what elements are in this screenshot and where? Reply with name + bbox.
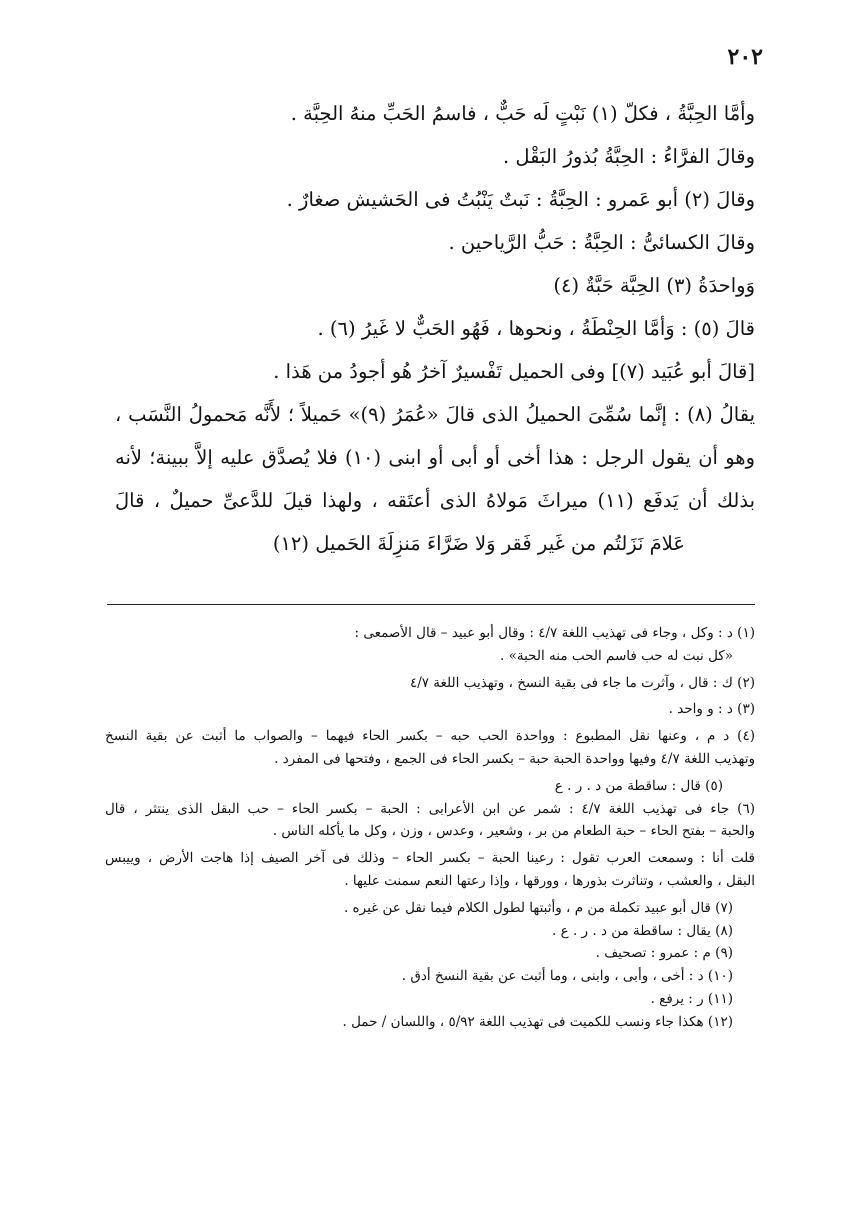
footnote-line: (٤) د م ، وعنها نقل المطبوع : وواحدة الحب حبه – بكسر الحاء فيهما – والصواب ما أثبت عن بقية النسخ [105, 728, 755, 745]
footnote-line: والحبة – بفتح الحاء – حبة الطعام من بر ، وشعير ، وعدس ، وزن ، وكل ما يأكله الناس . [272, 823, 755, 840]
footnote-line: (١١) ر : يرفع . [650, 990, 733, 1007]
page-number: ٢٠٢ [727, 44, 763, 70]
main-line: وقالَ الكسائىُّ : الحِبَّةُ : حَبُّ الرَّياحين . [448, 231, 755, 254]
main-line: [قالَ أبو عُبَيد (٧)] وفى الحميل تَفْسيرٌ آخرُ هُو أجودُ من هَذا . [273, 360, 755, 383]
main-text [115, 92, 755, 565]
main-line: وهو أن يقول الرجل : هذا أخى أو أبى أو ابنى (١٠) فلا يُصدَّق عليه إلاَّ ببينة؛ لأنه [115, 446, 755, 469]
footnote-divider [107, 604, 755, 605]
footnote-line: (٧) قال أبو عبيد تكملة من م ، وأثبتها لطول الكلام فيما نقل عن غيره . [343, 899, 733, 916]
main-line: قالَ (٥) : وَأمَّا الحِنْطَةُ ، ونحوها ، فَهُو الحَبٌّ لا غَيرُ (٦) . [317, 317, 755, 340]
main-line: بذلك أن يَدفَع (١١) ميراثَ مَولاهُ الذى أعتَقه ، ولهذا قيلَ للدَّعىِّ حميلٌ ، قالَ [115, 489, 755, 512]
footnote-line: (٦) جاء فى تهذيب اللغة ٤/٧ : شمر عن ابن الأعرابى : الحبة – بكسر الحاء – حب البقل الذى ينتثر ، قال [105, 800, 755, 817]
main-line: وقالَ (٢) أبو عَمرو : الحِبَّةُ : نَبتٌ يَنْبُتُ فى الحَشيش صغارٌ . [286, 188, 755, 211]
footnote-line: (٢) ك : قال ، وآثرت ما جاء فى بقية النسخ ، وتهذيب اللغة ٤/٧ [409, 674, 755, 691]
main-line: وأمَّا الحِبَّةُ ، فكلّ (١) نَبْتٍ لَه حَبٌّ ، فاسمُ الحَبِّ منهُ الحِبَّة . [290, 102, 755, 125]
poem-verse: عَلامَ نَزَلتُم من غَير فَقر وَلا ضَرَّاءَ مَنزِلَةَ الحَميل (١٢) [272, 532, 685, 555]
footnote-line: (١) د : وكل ، وجاء فى تهذيب اللغة ٤/٧ : وقال أبو عبيد – قال الأصمعى : [354, 625, 755, 641]
footnote-line: (٨) يقال : ساقطة من د . ر . ع . [552, 922, 733, 939]
footnote-line: وتهذيب اللغة ٤/٧ وفيها وواحدة الحبة حبة – بكسر الحاء فى الجمع ، وفتحها فى المفرد . [274, 750, 755, 767]
main-line: وقالَ الفرَّاءُ : الحِبَّةُ بُذورُ البَقْل . [502, 145, 755, 168]
footnote-line: (١٢) هكذا جاء ونسب للكميت فى تهذيب اللغة ٥/٩٢ ، واللسان / حمل . [342, 1013, 733, 1030]
footnote-line: «كل نبت له حب فاسم الحب منه الحبة» . [500, 647, 733, 664]
footnote-line: (٣) د : و واحد . [668, 701, 755, 718]
footnote-line: قلت أنا : وسمعت العرب تقول : رعينا الحبة – بكسر الحاء – وذلك فى آخر الصيف إذا هاجت الأرض ، وييبس [105, 850, 755, 867]
footnote-line: (١٠) د : أخى ، وأبى ، وابنى ، وما أثبت عن بقية النسخ أدق . [401, 968, 733, 985]
footnote-line: (٥) قال : ساقطة من د . ر . ع [554, 777, 723, 794]
footnote-line: (٩) م : عمرو : تصحيف . [595, 945, 733, 962]
footnote-line: البقل ، والعشب ، وتناثرت بذورها ، وورقها ، وإذا رعتها النعم سمنت عليها . [344, 872, 755, 889]
main-line: يقالُ (٨) : إنَّما سُمِّىَ الحميلُ الذى قالَ «عُمَرُ (٩)» حَميلاً ؛ لأَنَّه مَحمولُ النَّسَب ، [115, 403, 755, 426]
main-line: وَواحدَةُ (٣) الحِبَّة حَبَّةٌ (٤) [553, 274, 755, 297]
footnotes [105, 622, 755, 1034]
